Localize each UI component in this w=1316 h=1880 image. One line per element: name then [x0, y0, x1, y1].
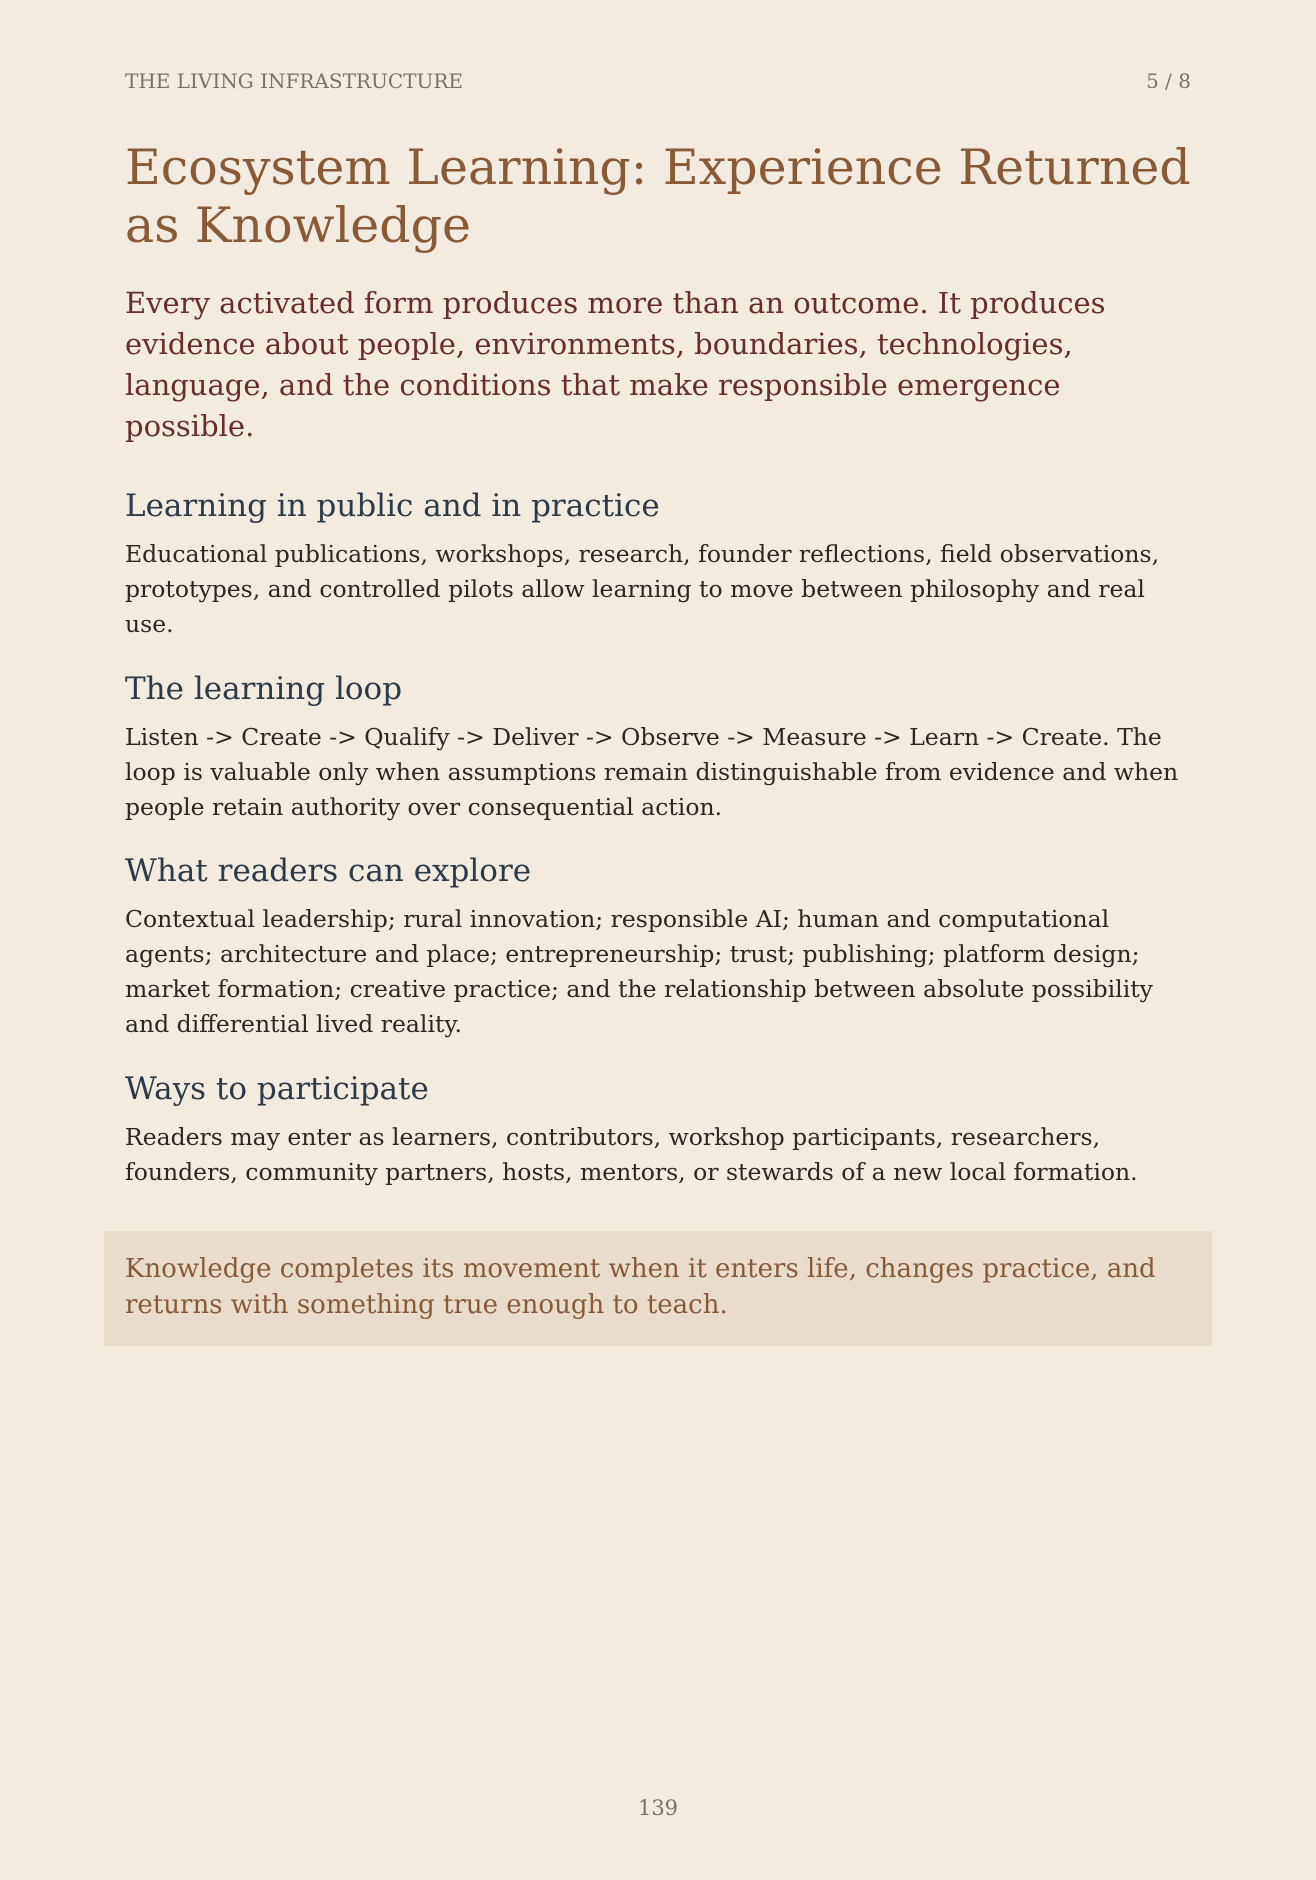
section-heading: Ways to participate: [125, 1071, 429, 1107]
pull-quote-callout: Knowledge completes its movement when it enters life, changes practice, and returns with something true enough to teach.: [104, 1231, 1212, 1346]
section-heading: Learning in public and in practice: [125, 488, 660, 524]
running-title: THE LIVING INFRASTRUCTURE: [125, 69, 463, 93]
chapter-position: 5 / 8: [1146, 69, 1191, 93]
section-what-readers-can-explore: [125, 852, 1191, 1042]
section-body: Contextual leadership; rural innovation; responsible AI; human and computational agents; architecture and place; entrepreneurship; trust; publishing; platform design; market formation; creative practice; and the relationship between absolute possibility and differential lived reality.: [125, 905, 1153, 1038]
page-title: Ecosystem Learning: Experience Returned as Knowledge: [125, 139, 1191, 254]
section-body: Listen -> Create -> Qualify -> Deliver -> Observe -> Measure -> Learn -> Create. The loop is valuable only when assumptions remain distinguishable from evidence and when people retain authority over consequential action.: [125, 723, 1179, 821]
section-body: Educational publications, workshops, research, founder reflections, field observations, prototypes, and controlled pilots allow learning to move between philosophy and real use.: [125, 540, 1160, 638]
section-heading: The learning loop: [125, 671, 403, 707]
section-body: Readers may enter as learners, contributors, workshop participants, researchers, founders, community partners, hosts, mentors, or stewards of a new local formation.: [125, 1123, 1138, 1186]
section-learning-in-public: [125, 487, 1191, 642]
page-number: 139: [637, 1796, 679, 1820]
section-ways-to-participate: [125, 1070, 1191, 1190]
lede-paragraph: Every activated form produces more than an outcome. It produces evidence about people, environments, boundaries, technologies, language, and the conditions that make responsible emergence possible.: [125, 286, 1106, 443]
running-header: [125, 68, 1191, 94]
section-heading: What readers can explore: [125, 853, 532, 889]
section-learning-loop: [125, 670, 1191, 825]
